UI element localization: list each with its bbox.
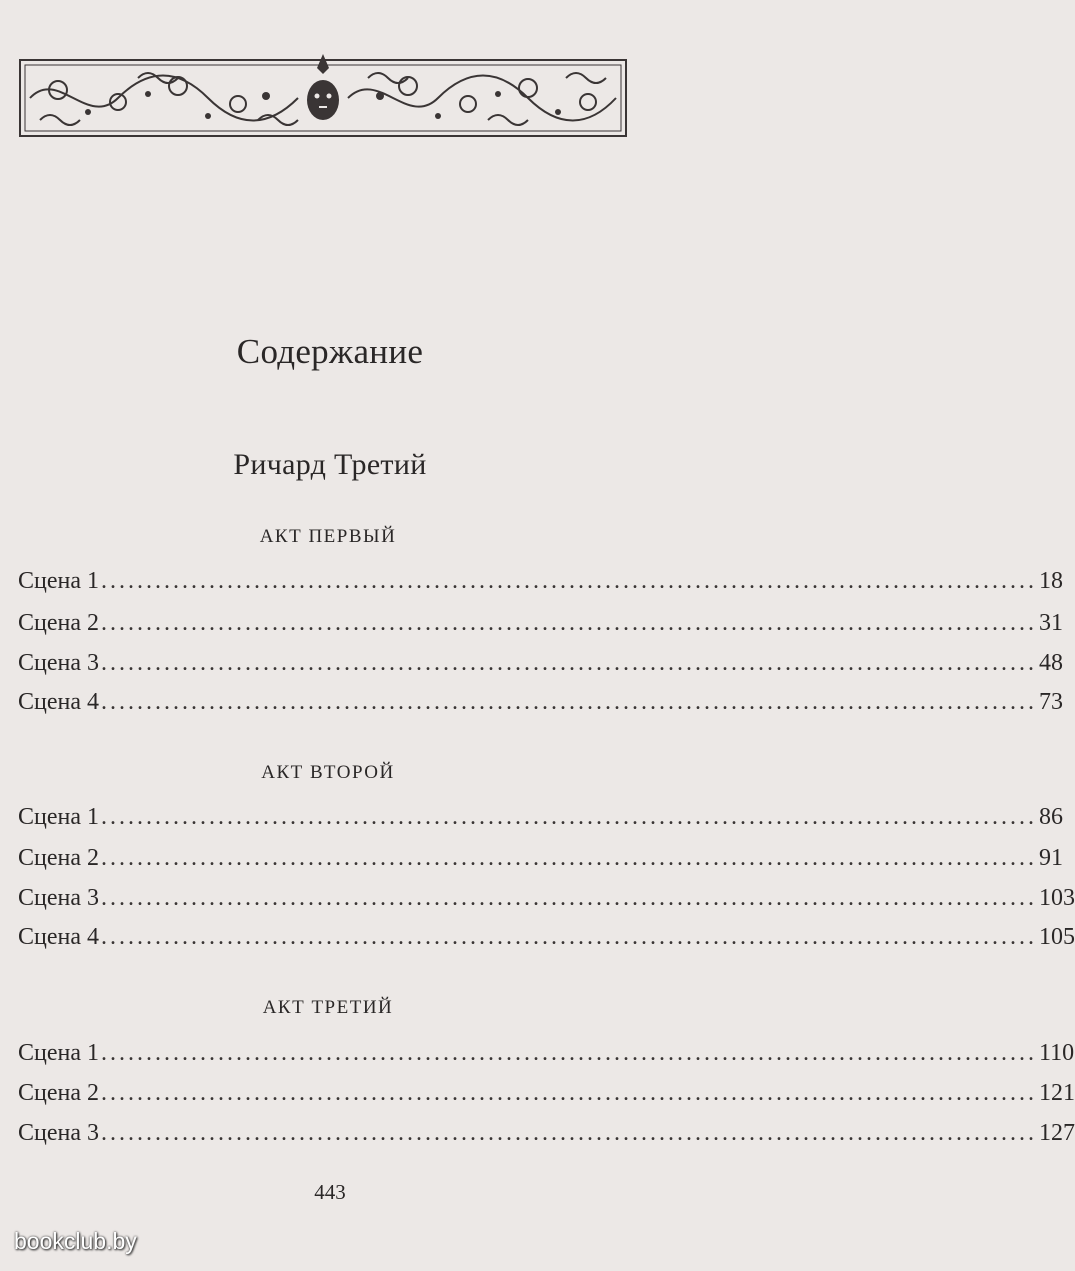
dot-leader: ........................................................................................................ — [101, 1080, 1037, 1106]
scene-label: Сцена 4 — [18, 924, 99, 950]
scene-page: 18 — [1039, 568, 1063, 594]
dot-leader: ........................................................................................................ — [101, 845, 1037, 871]
scene-page: 86 — [1039, 804, 1063, 830]
scene-page: 103 — [1039, 885, 1075, 911]
scene-label: Сцена 2 — [18, 845, 99, 871]
toc-entry — [18, 885, 1075, 917]
scene-label: Сцена 4 — [18, 689, 99, 715]
ornamental-header-banner — [18, 50, 628, 142]
scene-label: Сцена 3 — [18, 650, 99, 676]
toc-entry — [18, 845, 1063, 877]
dot-leader: ........................................................................................................ — [101, 568, 1037, 594]
scene-page: 110 — [1039, 1040, 1075, 1066]
contents-title: Содержание — [236, 332, 424, 371]
scene-page: 73 — [1039, 689, 1063, 715]
scene-page: 91 — [1039, 845, 1063, 871]
scene-page: 105 — [1039, 924, 1075, 950]
dot-leader: ........................................................................................................ — [101, 650, 1037, 676]
scene-page: 127 — [1039, 1120, 1075, 1146]
scene-label: Сцена 2 — [18, 1080, 99, 1106]
toc-entry — [18, 689, 1063, 721]
act-title: АКТ ВТОРОЙ — [261, 762, 395, 783]
scene-label: Сцена 3 — [18, 885, 99, 911]
dot-leader: ........................................................................................................ — [101, 1120, 1037, 1146]
dot-leader: ........................................................................................................ — [101, 924, 1037, 950]
scene-page: 31 — [1039, 610, 1063, 636]
toc-entry — [18, 924, 1075, 956]
scene-page: 121 — [1039, 1080, 1075, 1106]
dot-leader: ........................................................................................................ — [101, 885, 1037, 911]
toc-entry — [18, 1040, 1075, 1072]
toc-entry — [18, 568, 1063, 600]
dot-leader: ........................................................................................................ — [101, 689, 1037, 715]
dot-leader: ........................................................................................................ — [101, 804, 1037, 830]
watermark: bookclub.by — [14, 1228, 137, 1254]
play-title: Ричард Третий — [233, 448, 427, 481]
scene-label: Сцена 3 — [18, 1120, 99, 1146]
act-title: АКТ ПЕРВЫЙ — [259, 526, 397, 547]
scene-page: 48 — [1039, 650, 1063, 676]
scene-label: Сцена 2 — [18, 610, 99, 636]
scene-label: Сцена 1 — [18, 804, 99, 830]
dot-leader: ........................................................................................................ — [101, 1040, 1037, 1066]
scene-label: Сцена 1 — [18, 568, 99, 594]
toc-entry — [18, 1080, 1075, 1112]
toc-entry — [18, 804, 1063, 836]
act-title: АКТ ТРЕТИЙ — [262, 997, 394, 1018]
page-number: 443 — [314, 1180, 346, 1204]
toc-entry — [18, 650, 1063, 682]
toc-entry — [18, 1120, 1075, 1152]
dot-leader: ........................................................................................................ — [101, 610, 1037, 636]
scene-label: Сцена 1 — [18, 1040, 99, 1066]
toc-entry — [18, 610, 1063, 642]
